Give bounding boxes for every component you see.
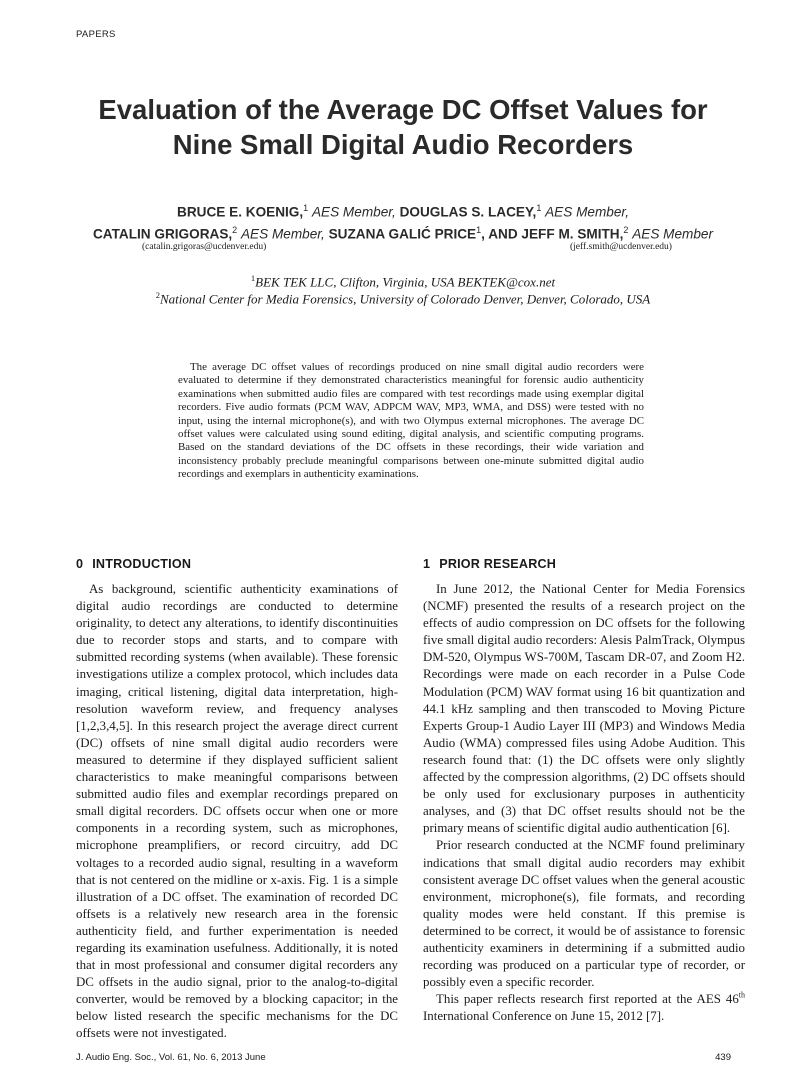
section-number: 1 bbox=[423, 557, 431, 571]
author-name: BRUCE E. KOENIG, bbox=[177, 204, 304, 220]
paragraph: Prior research conducted at the NCMF found preliminary indications that small digital audio recorders may exhibit consistent average DC offset values when the general acoustic environment, microphone(s), file formats, and recording quality modes were held constant. If this premise is determined to be correct, it would be of assistance to forensic authenticity examiners in determining if a submitted audio recording was produced on a particular type of recorder, or possibly even a specific recorder. bbox=[423, 838, 745, 990]
running-head: PAPERS bbox=[76, 29, 116, 40]
paragraph-text: This paper reflects research first reported at the AES 46 bbox=[436, 992, 739, 1007]
section-number: 0 bbox=[76, 557, 84, 571]
affiliation-text: National Center for Media Forensics, University of Colorado Denver, Denver, Colorado, USA bbox=[160, 291, 651, 307]
author-affil-sup: 2 bbox=[232, 225, 238, 235]
paragraph: In June 2012, the National Center for Media Forensics (NCMF) presented the results of a research project on the effects of audio compression on DC offsets for the following five small digital audio recorders: Alesis PalmTrack, Olympus DM-520, Olympus WS-700M, Tascam DR-07, and Zoom H2. Recordings were made on each recorder in a Pulse Code Modulation (PCM) WAV format using 16 bit quantization and 44.1 kHz sampling and then transcoded to Moving Picture Experts Group-1 Audio Layer III (MP3) and Windows Media Audio (WMA) compressed files using Adobe Audition. This research found that: (1) the DC offsets were only slightly affected by the compression algorithms, (2) DC offsets should be only used for exclusionary purposes in authenticity analyses, and (3) that DC offset results should not be the primary means of scientific digital audio authentication [6]. bbox=[423, 582, 745, 836]
author-line-1 bbox=[40, 203, 766, 220]
section-title: PRIOR RESEARCH bbox=[439, 557, 557, 571]
paper-title bbox=[60, 92, 746, 162]
column-left bbox=[76, 557, 398, 1043]
section-title: INTRODUCTION bbox=[92, 557, 192, 571]
affiliation-2 bbox=[40, 290, 766, 307]
title-line-1: Evaluation of the Average DC Offset Values for bbox=[98, 94, 708, 125]
affiliation-1 bbox=[40, 273, 766, 290]
paragraph bbox=[423, 991, 745, 1025]
paragraph-text: International Conference on June 15, 2012 [7]. bbox=[423, 1009, 665, 1024]
author-role: AES Member, bbox=[311, 204, 396, 220]
author-affil-sup: 1 bbox=[476, 225, 482, 235]
author-role: AES Member, bbox=[545, 204, 629, 220]
ordinal-sup: th bbox=[738, 990, 745, 1000]
footer-journal: J. Audio Eng. Soc., Vol. 61, No. 6, 2013 June bbox=[76, 1052, 266, 1063]
title-line-2: Nine Small Digital Audio Recorders bbox=[172, 129, 634, 160]
author-affil-sup: 2 bbox=[623, 225, 629, 235]
section-heading-prior-research bbox=[423, 557, 745, 571]
column-right bbox=[423, 557, 745, 1025]
author-role: AES Member bbox=[632, 226, 714, 242]
section-heading-introduction bbox=[76, 557, 398, 571]
author-role: AES Member, bbox=[240, 226, 325, 242]
author-line-2 bbox=[40, 225, 766, 242]
affiliation-sup: 1 bbox=[250, 273, 256, 283]
affiliation-text: BEK TEK LLC, Clifton, Virginia, USA BEKTEK@cox.net bbox=[255, 274, 556, 290]
affiliation-sup: 2 bbox=[155, 290, 161, 300]
author-email-smith: (jeff.smith@ucdenver.edu) bbox=[570, 242, 672, 252]
author-affil-sup: 1 bbox=[303, 203, 309, 213]
paragraph: As background, scientific authenticity examinations of digital audio recordings are conducted to determine originality, to detect any alterations, to identify discontinuities due to recorder stops and starts, and to compare with submitted recording systems (when available). These forensic investigations utilize a complex protocol, which includes data imaging, critical listening, digital data interpretation, high-resolution waveform review, and frequency analyses [1,2,3,4,5]. In this research project the average direct current (DC) offsets of nine small digital audio recorders were measured to determine if they displayed sufficient salient characteristics to make meaningful comparisons between submitted audio files and exemplar recordings prepared on small digital recorders. DC offsets occur when one or more components in a recording system, such as microphones, microphone preamplifiers, or record circuitry, add DC voltages to a recorded audio signal, resulting in a waveform that is not centered on the midline or x-axis. Fig. 1 is a simple illustration of a DC offset. The examination of recorded DC offsets is a relatively new research area in the forensic authenticity field, and further experimentation is needed regarding its examination usefulness. Additionally, it is noted that in most professional and consumer digital recorders any DC offsets in the audio signal, prior to the analog-to-digital converter, would be removed by a blocking capacitor; in the below listed research the specific mechanisms for the DC offsets were not investigated. bbox=[76, 582, 398, 1041]
author-name: CATALIN GRIGORAS, bbox=[92, 226, 233, 242]
author-affil-sup: 1 bbox=[536, 203, 542, 213]
author-name: SUZANA GALIĆ PRICE bbox=[328, 226, 477, 242]
abstract: The average DC offset values of recordings produced on nine small digital audio recorders were evaluated to determine if they demonstrated characteristics meaningful for forensic audio authenticity examinations when submitted audio files are compared with test recordings made using exemplar digital recorders. Five audio formats (PCM WAV, ADPCM WAV, MP3, WMA, and DSS) were tested with no input, using the internal microphone(s), and with two Olympus external microphones. The average DC offset values were calculated using sound editing, digital analysis, and scientific computing programs. Based on the standard deviations of the DC offsets in these recordings, their wide variation and inconsistency probably preclude meaningful comparisons between one-minute submitted digital audio recordings and exemplars in authenticity examinations. bbox=[178, 361, 644, 481]
author-name: DOUGLAS S. LACEY, bbox=[399, 204, 537, 220]
page-number: 439 bbox=[715, 1052, 731, 1063]
author-name: , AND JEFF M. SMITH, bbox=[481, 226, 624, 242]
author-email-grigoras: (catalin.grigoras@ucdenver.edu) bbox=[142, 242, 267, 252]
